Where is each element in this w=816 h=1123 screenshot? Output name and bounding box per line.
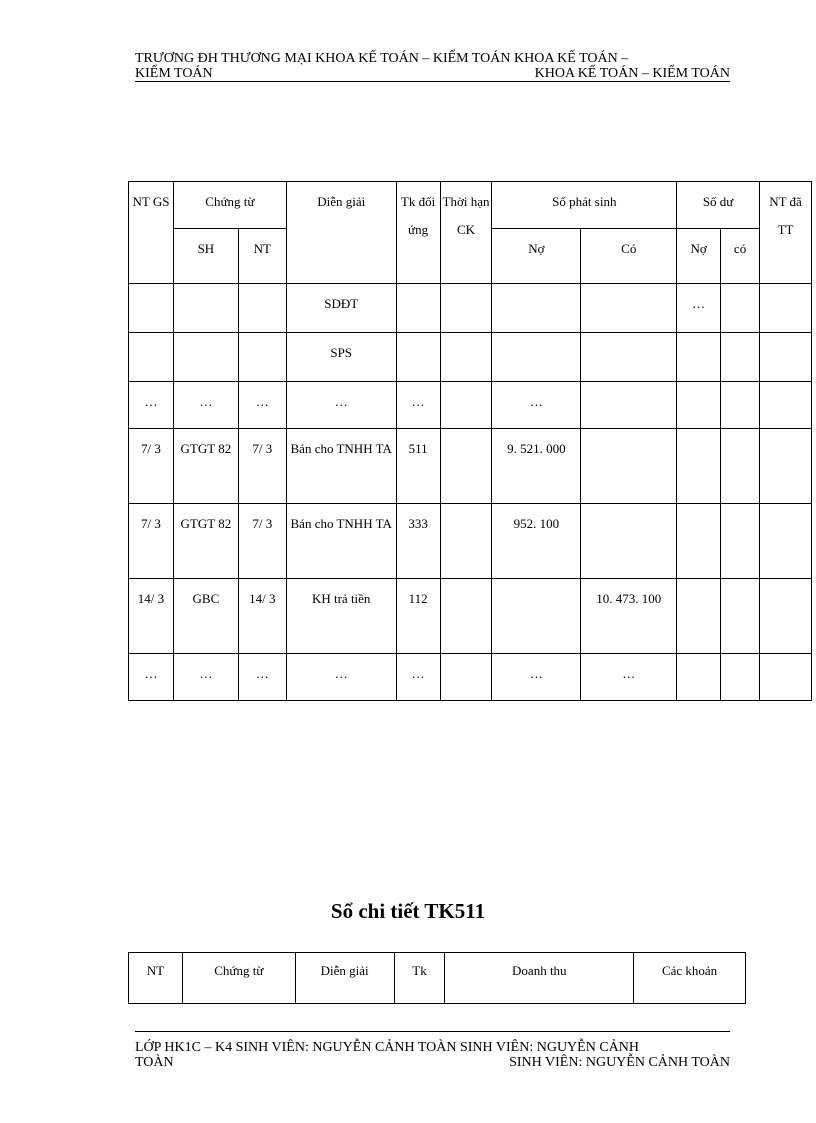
cell-no <box>492 284 581 333</box>
cell-co <box>581 284 677 333</box>
cell-no <box>492 579 581 654</box>
footer-line-2-right: SINH VIÊN: NGUYỄN CẢNH TOÀN <box>509 1055 730 1070</box>
cell-dien-giai: … <box>286 654 396 701</box>
table-row <box>129 382 812 429</box>
page-footer <box>135 1040 730 1070</box>
cell-thoi-han <box>440 333 492 382</box>
cell-sh <box>173 284 238 333</box>
detail-header-doanh-thu: Doanh thu <box>445 953 634 1004</box>
header-du-no: Nợ <box>677 229 721 284</box>
cell-du-co <box>721 284 760 333</box>
cell-no: 952. 100 <box>492 504 581 579</box>
cell-du-co <box>721 654 760 701</box>
detail-header-row <box>129 953 746 1004</box>
detail-header-chung-tu: Chứng từ <box>182 953 295 1004</box>
table-row <box>129 504 812 579</box>
detail-header-nt: NT <box>129 953 183 1004</box>
cell-dien-giai: … <box>286 382 396 429</box>
cell-tk <box>396 284 440 333</box>
detail-header-cac-khoan: Các khoản <box>634 953 746 1004</box>
header-chung-tu: Chứng từ <box>173 182 286 229</box>
cell-co <box>581 429 677 504</box>
cell-nt-gs: 7/ 3 <box>129 504 174 579</box>
detail-header-tk: Tk <box>394 953 445 1004</box>
header-tk-doi-ung: Tk đối ứng <box>396 182 440 284</box>
cell-du-no: … <box>677 284 721 333</box>
cell-nt: 7/ 3 <box>238 504 286 579</box>
cell-no: … <box>492 654 581 701</box>
cell-nt: 14/ 3 <box>238 579 286 654</box>
cell-nt-tt <box>760 333 812 382</box>
cell-nt: 7/ 3 <box>238 429 286 504</box>
cell-du-co <box>721 504 760 579</box>
cell-no: 9. 521. 000 <box>492 429 581 504</box>
page-header <box>135 51 730 82</box>
cell-thoi-han <box>440 654 492 701</box>
header-nt-gs: NT GS <box>129 182 174 284</box>
cell-sh <box>173 333 238 382</box>
cell-nt: … <box>238 382 286 429</box>
cell-no: … <box>492 382 581 429</box>
cell-nt-gs: … <box>129 654 174 701</box>
cell-du-co <box>721 333 760 382</box>
cell-co <box>581 382 677 429</box>
cell-dien-giai: SPS <box>286 333 396 382</box>
cell-co: 10. 473. 100 <box>581 579 677 654</box>
cell-thoi-han <box>440 579 492 654</box>
footer-line-1: LỚP HK1C – K4 SINH VIÊN: NGUYỄN CẢNH TOÀN SINH VIÊN: NGUYỄN CẢNH <box>135 1040 639 1055</box>
cell-du-co <box>721 579 760 654</box>
cell-du-no <box>677 504 721 579</box>
cell-sh: … <box>173 654 238 701</box>
cell-nt <box>238 284 286 333</box>
header-du-co: có <box>721 229 760 284</box>
footer-rule <box>135 1031 730 1032</box>
ledger-table <box>128 181 812 701</box>
cell-tk: 511 <box>396 429 440 504</box>
header-nt-da-tt: NT đã TT <box>760 182 812 284</box>
header-line-2 <box>135 66 730 81</box>
cell-thoi-han <box>440 284 492 333</box>
cell-nt-gs <box>129 284 174 333</box>
cell-du-no <box>677 579 721 654</box>
cell-dien-giai: SDĐT <box>286 284 396 333</box>
cell-no <box>492 333 581 382</box>
cell-du-co <box>721 429 760 504</box>
cell-du-no <box>677 382 721 429</box>
cell-thoi-han <box>440 382 492 429</box>
cell-nt-tt <box>760 579 812 654</box>
cell-tk <box>396 333 440 382</box>
header-nt: NT <box>238 229 286 284</box>
cell-sh: … <box>173 382 238 429</box>
detail-table <box>128 952 746 1004</box>
cell-nt-gs: … <box>129 382 174 429</box>
cell-thoi-han <box>440 504 492 579</box>
cell-nt: … <box>238 654 286 701</box>
cell-thoi-han <box>440 429 492 504</box>
header-line-2-left: KIỂM TOÁN <box>135 66 213 81</box>
header-so-du: Số dư <box>677 182 760 229</box>
cell-co <box>581 504 677 579</box>
table-row <box>129 429 812 504</box>
footer-line-2-left: TOÀN <box>135 1055 174 1070</box>
cell-tk: 333 <box>396 504 440 579</box>
cell-du-no <box>677 654 721 701</box>
header-so-phat-sinh: Số phát sinh <box>492 182 677 229</box>
cell-sh: GTGT 82 <box>173 504 238 579</box>
cell-nt-gs: 14/ 3 <box>129 579 174 654</box>
header-dien-giai: Diễn giải <box>286 182 396 284</box>
table-row <box>129 333 812 382</box>
cell-du-co <box>721 382 760 429</box>
cell-dien-giai: Bán cho TNHH TA <box>286 504 396 579</box>
header-co: Có <box>581 229 677 284</box>
footer-line-2 <box>135 1055 730 1070</box>
cell-sh: GTGT 82 <box>173 429 238 504</box>
detail-title: Sổ chi tiết TK511 <box>330 899 486 923</box>
cell-co: … <box>581 654 677 701</box>
cell-nt-gs <box>129 333 174 382</box>
header-thoi-han-ck: Thời hạn CK <box>440 182 492 284</box>
ledger-header-row-1 <box>129 182 812 229</box>
cell-nt-tt <box>760 284 812 333</box>
cell-sh: GBC <box>173 579 238 654</box>
cell-nt <box>238 333 286 382</box>
cell-co <box>581 333 677 382</box>
cell-tk: 112 <box>396 579 440 654</box>
cell-nt-tt <box>760 382 812 429</box>
table-row <box>129 284 812 333</box>
cell-dien-giai: KH trả tiền <box>286 579 396 654</box>
header-line-2-right: KHOA KẾ TOÁN – KIỂM TOÁN <box>534 66 730 81</box>
detail-header-dien-giai: Diễn giải <box>295 953 394 1004</box>
header-line-1: TRƯƠNG ĐH THƯƠNG MẠI KHOA KẾ TOÁN – KIỂM TOÁN KHOA KẾ TOÁN – <box>135 51 629 66</box>
table-row <box>129 654 812 701</box>
header-no: Nợ <box>492 229 581 284</box>
cell-dien-giai: Bán cho TNHH TA <box>286 429 396 504</box>
cell-tk: … <box>396 654 440 701</box>
cell-nt-tt <box>760 654 812 701</box>
cell-du-no <box>677 333 721 382</box>
cell-nt-tt <box>760 504 812 579</box>
header-sh: SH <box>173 229 238 284</box>
table-row <box>129 579 812 654</box>
cell-nt-gs: 7/ 3 <box>129 429 174 504</box>
cell-nt-tt <box>760 429 812 504</box>
cell-du-no <box>677 429 721 504</box>
cell-tk: … <box>396 382 440 429</box>
